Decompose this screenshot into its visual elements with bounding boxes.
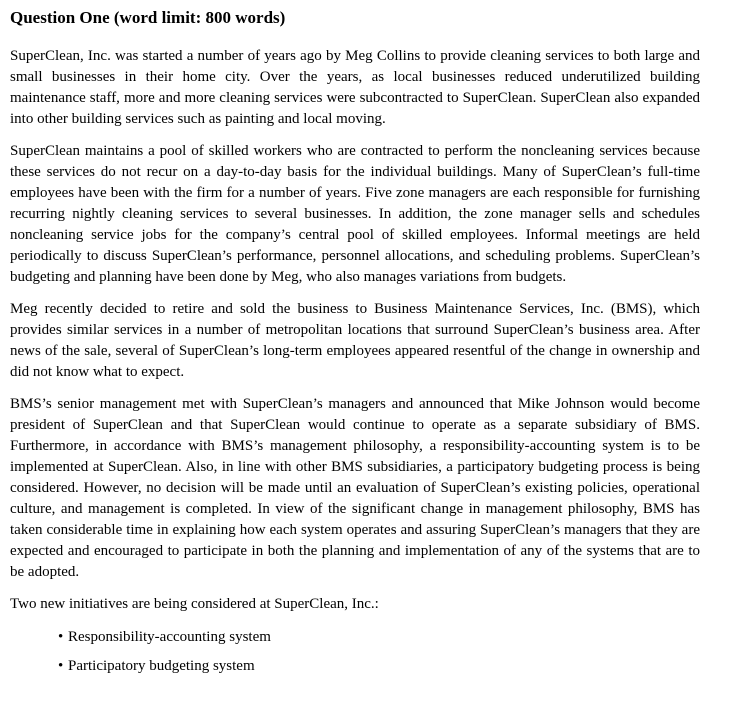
paragraph-initiatives: Two new initiatives are being considered at SuperClean, Inc.: [10,596,379,612]
bullet-icon: • [58,658,64,674]
list-item-text: Responsibility-accounting system [68,629,271,645]
question-title: Question One (word limit: 800 words) [10,8,286,27]
list-item [58,627,700,648]
paragraph-bms: BMS’s senior management met with SuperClean’s managers and announced that Mike Johnson would become president of SuperClean and that SuperClean would continue to operate as a separate subsidiary of BMS. Furthermore, in accordance with BMS’s management philosophy, a responsibility-accounting system is to be implemented at SuperClean. Also, in line with other BMS subsidiaries, a participatory budgeting process is being considered. However, no decision will be made until an evaluation of SuperClean’s existing policies, operational culture, and management is completed. In view of the significant change in management philosophy, BMS has taken considerable time in explaining how each system operates and assuring SuperClean’s managers that they are expected and encouraged to participate in both the planning and implementation of any of the systems that are to be adopted. [10,396,700,580]
initiatives-list [10,627,700,677]
bullet-icon: • [58,629,64,645]
list-item [58,656,700,677]
paragraph-workforce: SuperClean maintains a pool of skilled workers who are contracted to perform the noncleaning services because these services do not recur on a day-to-day basis for the individual buildings. Many of SuperClean’s full-time employees have been with the firm for a number of years. Five zone managers are each responsible for furnishing recurring nightly cleaning services to several businesses. In addition, the zone manager sells and schedules noncleaning service jobs for the company’s central pool of skilled employees. Informal meetings are held periodically to discuss SuperClean’s performance, personnel allocations, and scheduling problems. SuperClean’s budgeting and planning have been done by Meg, who also manages variations from budgets. [10,143,700,285]
document-page [10,6,700,685]
paragraph-intro: SuperClean, Inc. was started a number of years ago by Meg Collins to provide cleaning services to both large and small businesses in their home city. Over the years, as local businesses reduced underutilized building maintenance staff, more and more cleaning services were subcontracted to SuperClean. SuperClean also expanded into other building services such as painting and local moving. [10,48,700,127]
paragraph-sale: Meg recently decided to retire and sold the business to Business Maintenance Services, Inc. (BMS), which provides similar services in a number of metropolitan locations that surround SuperClean’s business area. After news of the sale, several of SuperClean’s long-term employees appeared resentful of the change in ownership and did not know what to expect. [10,301,700,380]
list-item-text: Participatory budgeting system [68,658,255,674]
